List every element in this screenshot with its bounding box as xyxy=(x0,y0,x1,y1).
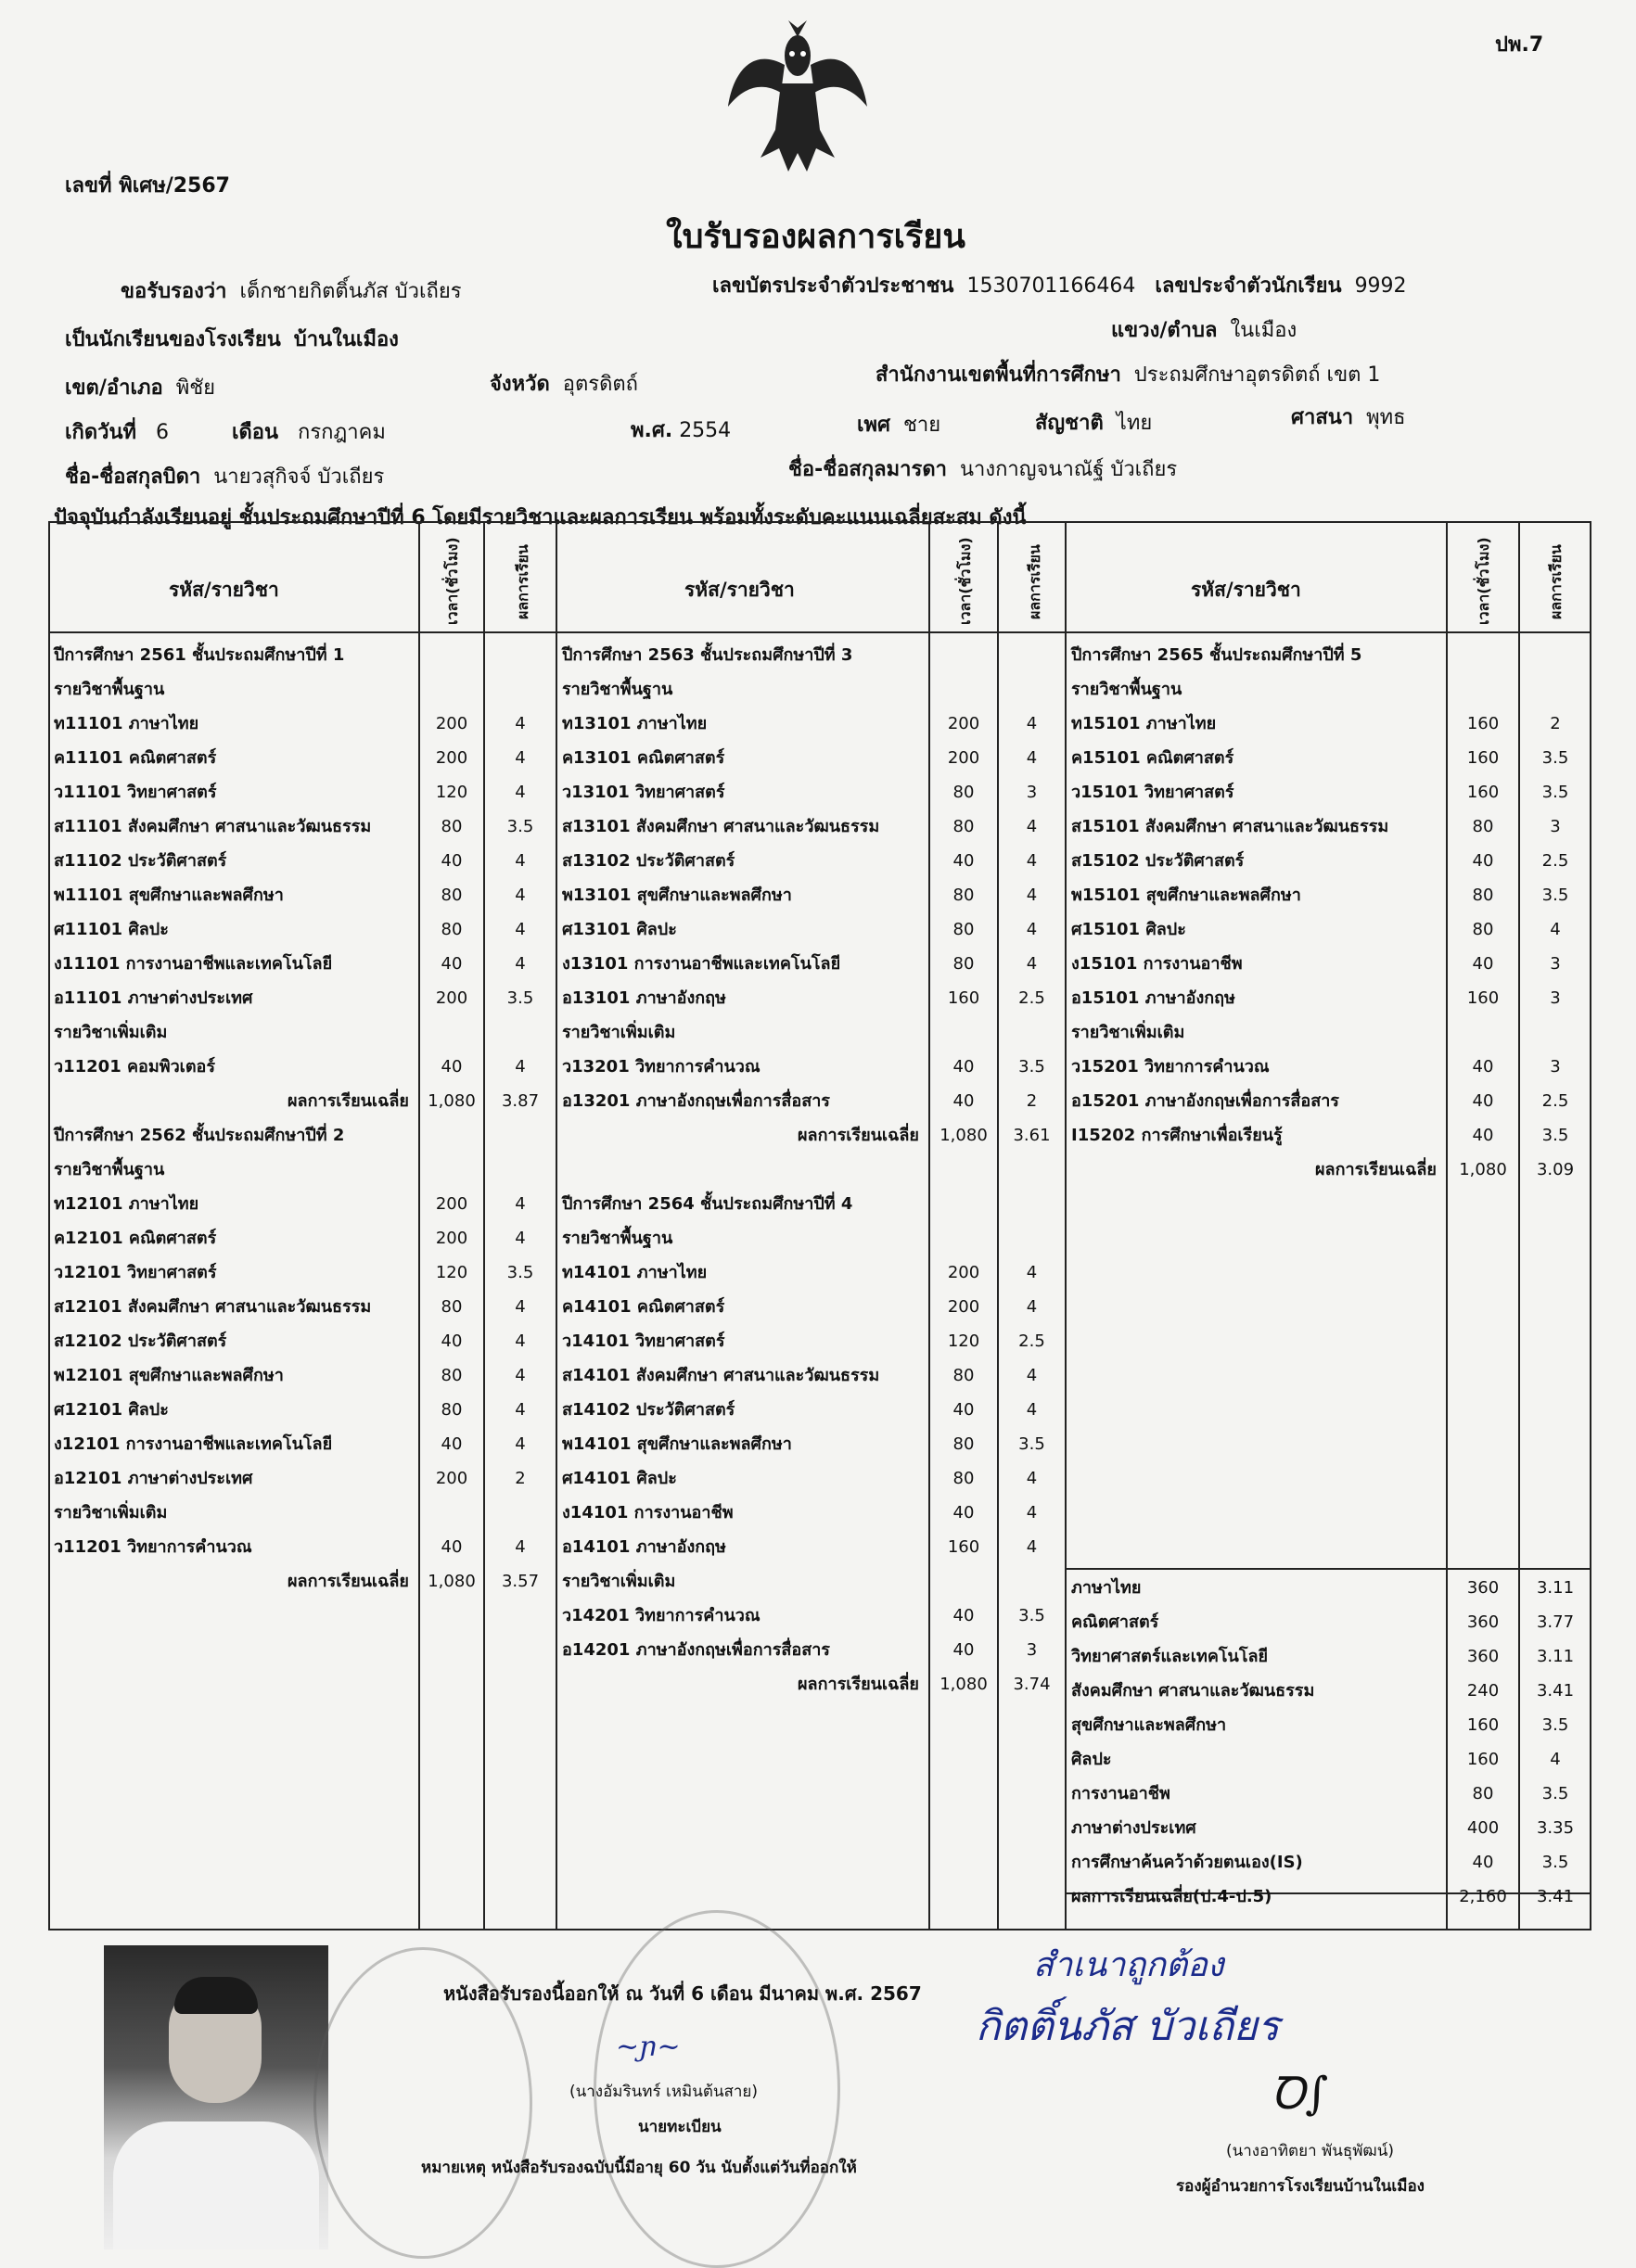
grade-cell: 4 xyxy=(1026,817,1038,836)
header-hours-1: เวลา(ชั่วโมง) xyxy=(443,537,461,625)
grade-cell: 2.5 xyxy=(1541,851,1569,871)
summary-subject: ผลการเรียนเฉลี่ย(ป.4-ป.5) xyxy=(1071,1887,1272,1906)
grade-cell: 3.5 xyxy=(506,988,534,1008)
subject-cell: ว12101 วิทยาศาสตร์ xyxy=(54,1263,217,1282)
summary-grade: 3.5 xyxy=(1541,1853,1569,1872)
grade-cell: 4 xyxy=(1026,748,1038,768)
registrar-name: (นางอัมรินทร์ เหมินต้นสาย) xyxy=(569,2083,759,2101)
grade-cell: 4 xyxy=(1026,1263,1038,1282)
hours-cell: 160 xyxy=(1466,714,1500,733)
subject-cell: ว15101 วิทยาศาสตร์ xyxy=(1071,783,1234,802)
year-heading: ปีการศึกษา 2565 ชั้นประถมศึกษาปีที่ 5 xyxy=(1071,645,1362,665)
hours-cell: 80 xyxy=(1472,886,1494,905)
hours-cell: 40 xyxy=(952,1400,975,1420)
header-grade-3: ผลการเรียน xyxy=(1547,544,1565,619)
subject-cell: อ13201 ภาษาอังกฤษเพื่อการสื่อสาร xyxy=(562,1091,830,1111)
grade-cell: 3.5 xyxy=(506,1263,534,1282)
subject-cell: อ12101 ภาษาต่างประเทศ xyxy=(54,1469,253,1488)
hours-cell: 80 xyxy=(441,1366,463,1385)
summary-hours: 160 xyxy=(1466,1715,1500,1735)
summary-grade: 3.41 xyxy=(1536,1681,1575,1701)
birth-year-label: พ.ศ. xyxy=(631,419,673,442)
average-label: ผลการเรียนเฉลี่ย xyxy=(1315,1160,1437,1179)
document-title: ใบรับรองผลการเรียน xyxy=(666,218,965,256)
section-heading: รายวิชาพื้นฐาน xyxy=(54,680,165,699)
grade-cell: 4 xyxy=(1026,851,1038,871)
hours-cell: 160 xyxy=(1466,783,1500,802)
deputy-name: (นางอาทิตยา พันธุพัฒน์) xyxy=(1226,2142,1395,2160)
subject-cell: พ15101 สุขศึกษาและพลศึกษา xyxy=(1071,886,1301,905)
hours-cell: 80 xyxy=(441,886,463,905)
subject-cell: ส15102 ประวัติศาสตร์ xyxy=(1071,851,1245,871)
grade-cell: 3 xyxy=(1550,988,1561,1008)
year-heading: ปีการศึกษา 2563 ชั้นประถมศึกษาปีที่ 3 xyxy=(562,645,853,665)
section-heading: รายวิชาพื้นฐาน xyxy=(54,1160,165,1179)
average-label: ผลการเรียนเฉลี่ย xyxy=(798,1675,919,1694)
summary-hours: 80 xyxy=(1472,1784,1494,1803)
hours-cell: 200 xyxy=(435,1194,468,1214)
section-heading: รายวิชาเพิ่มเติม xyxy=(1071,1023,1185,1042)
hours-cell: 160 xyxy=(947,1537,980,1557)
header-subject-1: รหัส/รายวิชา xyxy=(169,579,279,601)
hours-cell: 80 xyxy=(952,954,975,974)
subject-cell: ท15101 ภาษาไทย xyxy=(1071,714,1217,733)
subject-cell: ค15101 คณิตศาสตร์ xyxy=(1071,748,1234,768)
grade-cell: 4 xyxy=(515,1057,526,1077)
nationality: ไทย xyxy=(1116,412,1153,435)
subject-cell: ค12101 คณิตศาสตร์ xyxy=(54,1229,217,1248)
hours-cell: 200 xyxy=(947,1297,980,1317)
hours-cell: 1,080 xyxy=(1459,1160,1507,1179)
summary-hours: 40 xyxy=(1472,1853,1494,1872)
subject-cell: อ14201 ภาษาอังกฤษเพื่อการสื่อสาร xyxy=(562,1640,830,1660)
hours-cell: 200 xyxy=(947,1263,980,1282)
grade-cell: 3 xyxy=(1026,783,1038,802)
summary-subject: สุขศึกษาและพลศึกษา xyxy=(1071,1715,1227,1735)
subject-cell: ส13101 สังคมศึกษา ศาสนาและวัฒนธรรม xyxy=(562,817,880,836)
grade-cell: 4 xyxy=(1026,1503,1038,1523)
section-heading: รายวิชาพื้นฐาน xyxy=(562,680,673,699)
grade-cell: 3.5 xyxy=(1541,748,1569,768)
subject-cell: ส12101 สังคมศึกษา ศาสนาและวัฒนธรรม xyxy=(54,1297,372,1317)
subject-cell: ว11201 วิทยาการคำนวณ xyxy=(54,1537,252,1557)
hours-cell: 80 xyxy=(441,920,463,939)
footer-note: หมายเหตุ หนังสือรับรองฉบับนี้มีอายุ 60 วัน นับตั้งแต่วันที่ออกให้ xyxy=(421,2159,857,2177)
header-subject-2: รหัส/รายวิชา xyxy=(684,579,795,601)
subject-cell: อ15201 ภาษาอังกฤษเพื่อการสื่อสาร xyxy=(1071,1091,1339,1111)
student-photo xyxy=(104,1945,328,2249)
grade-cell: 3.5 xyxy=(1018,1434,1045,1454)
hours-cell: 40 xyxy=(441,1537,463,1557)
hours-cell: 40 xyxy=(441,954,463,974)
province-label: จังหวัด xyxy=(490,373,550,396)
religion-label: ศาสนา xyxy=(1291,406,1354,429)
summary-hours: 240 xyxy=(1466,1681,1500,1701)
hours-cell: 200 xyxy=(435,748,468,768)
school-label: เป็นนักเรียนของโรงเรียน xyxy=(65,328,281,351)
subject-cell: ค14101 คณิตศาสตร์ xyxy=(562,1297,725,1317)
header-grade-1: ผลการเรียน xyxy=(514,544,531,619)
handwritten-name: กิตติ์นภัส บัวเถียร xyxy=(976,2003,1280,2050)
summary-hours: 360 xyxy=(1466,1612,1500,1632)
id-number: 1530701166464 xyxy=(966,274,1136,298)
summary-grade: 3.5 xyxy=(1541,1715,1569,1735)
year-heading: ปีการศึกษา 2562 ชั้นประถมศึกษาปีที่ 2 xyxy=(54,1126,345,1145)
subject-cell: ส13102 ประวัติศาสตร์ xyxy=(562,851,735,871)
grade-cell: 3 xyxy=(1026,1640,1038,1660)
mother-label: ชื่อ-ชื่อสกุลมารดา xyxy=(788,458,947,481)
subdistrict: ในเมือง xyxy=(1230,319,1297,342)
summary-grade: 3.41 xyxy=(1536,1887,1575,1906)
hours-cell: 40 xyxy=(952,1091,975,1111)
grade-cell: 4 xyxy=(515,1331,526,1351)
hours-cell: 120 xyxy=(435,783,468,802)
grade-cell: 4 xyxy=(1026,954,1038,974)
section-heading: รายวิชาเพิ่มเติม xyxy=(562,1023,676,1042)
subject-cell: ท14101 ภาษาไทย xyxy=(562,1263,708,1282)
grade-cell: 3.5 xyxy=(1018,1606,1045,1625)
hours-cell: 200 xyxy=(435,1469,468,1488)
grade-cell: 4 xyxy=(515,1434,526,1454)
subject-cell: ศ13101 ศิลปะ xyxy=(562,920,677,939)
summary-hours: 360 xyxy=(1466,1578,1500,1598)
sex: ชาย xyxy=(903,414,941,437)
subject-cell: ส11102 ประวัติศาสตร์ xyxy=(54,851,227,871)
header-subject-3: รหัส/รายวิชา xyxy=(1191,579,1301,601)
subject-cell: ง15101 การงานอาชีพ xyxy=(1071,954,1243,974)
subject-cell: ท12101 ภาษาไทย xyxy=(54,1194,199,1214)
grade-cell: 2 xyxy=(1550,714,1561,733)
subject-cell: ง12101 การงานอาชีพและเทคโนโลยี xyxy=(54,1434,333,1454)
area-office: ประถมศึกษาอุตรดิตถ์ เขต 1 xyxy=(1133,363,1381,387)
grade-cell: 2.5 xyxy=(1018,988,1045,1008)
summary-subject: สังคมศึกษา ศาสนาและวัฒนธรรม xyxy=(1071,1681,1315,1701)
grade-cell: 4 xyxy=(1026,1366,1038,1385)
grade-cell: 4 xyxy=(1026,1537,1038,1557)
grade-cell: 3.5 xyxy=(1018,1057,1045,1077)
document-number: เลขที่ พิเศษ/2567 xyxy=(65,174,230,197)
subject-cell: ว13201 วิทยาการคำนวณ xyxy=(562,1057,760,1077)
student-no-label: เลขประจำตัวนักเรียน xyxy=(1155,274,1342,298)
hours-cell: 40 xyxy=(441,1057,463,1077)
hours-cell: 1,080 xyxy=(428,1572,476,1591)
district: พิชัย xyxy=(175,376,216,400)
grade-cell: 3.5 xyxy=(1541,783,1569,802)
hours-cell: 80 xyxy=(441,1297,463,1317)
hours-cell: 200 xyxy=(435,1229,468,1248)
hours-cell: 1,080 xyxy=(939,1675,988,1694)
subject-cell: ส11101 สังคมศึกษา ศาสนาและวัฒนธรรม xyxy=(54,817,372,836)
father-label: ชื่อ-ชื่อสกุลบิดา xyxy=(65,465,201,489)
certify-label: ขอรับรองว่า xyxy=(121,280,227,303)
subject-cell: ว13101 วิทยาศาสตร์ xyxy=(562,783,725,802)
hours-cell: 80 xyxy=(441,817,463,836)
grade-cell: 2 xyxy=(515,1469,526,1488)
summary-grade: 3.5 xyxy=(1541,1784,1569,1803)
birth-year: 2554 xyxy=(679,419,732,442)
subject-cell: ศ11101 ศิลปะ xyxy=(54,920,169,939)
grade-cell: 3.57 xyxy=(501,1572,540,1591)
grade-cell: 4 xyxy=(1026,1297,1038,1317)
current-status: ปัจจุบันกำลังเรียนอยู่ ชั้นประถมศึกษาปีที่ 6 โดยมีรายวิชาและผลการเรียน พร้อมทั้งระดับคะแนนเฉลี่ยสะสม ดังนี้ xyxy=(54,506,1027,529)
subject-cell: ค13101 คณิตศาสตร์ xyxy=(562,748,725,768)
subject-cell: พ11101 สุขศึกษาและพลศึกษา xyxy=(54,886,284,905)
grade-cell: 3 xyxy=(1550,817,1561,836)
subject-cell: ส14101 สังคมศึกษา ศาสนาและวัฒนธรรม xyxy=(562,1366,880,1385)
summary-grade: 3.11 xyxy=(1536,1578,1575,1598)
grade-cell: 4 xyxy=(515,1537,526,1557)
summary-hours: 400 xyxy=(1466,1818,1500,1838)
hours-cell: 80 xyxy=(1472,817,1494,836)
birth-month-label: เดือน xyxy=(232,421,279,444)
subject-cell: ว11101 วิทยาศาสตร์ xyxy=(54,783,217,802)
nationality-label: สัญชาติ xyxy=(1035,412,1104,435)
year-heading: ปีการศึกษา 2561 ชั้นประถมศึกษาปีที่ 1 xyxy=(54,645,345,665)
subject-cell: พ13101 สุขศึกษาและพลศึกษา xyxy=(562,886,792,905)
hours-cell: 80 xyxy=(952,920,975,939)
id-label: เลขบัตรประจำตัวประชาชน xyxy=(712,274,954,298)
summary-grade: 3.11 xyxy=(1536,1647,1575,1666)
summary-subject: คณิตศาสตร์ xyxy=(1071,1612,1159,1632)
summary-grade: 3.35 xyxy=(1536,1818,1575,1838)
subject-cell: ท13101 ภาษาไทย xyxy=(562,714,708,733)
birth-month: กรกฎาคม xyxy=(298,421,386,444)
hours-cell: 40 xyxy=(1472,1057,1494,1077)
hours-cell: 1,080 xyxy=(428,1091,476,1111)
subject-cell: ง14101 การงานอาชีพ xyxy=(562,1503,734,1523)
year-heading: ปีการศึกษา 2564 ชั้นประถมศึกษาปีที่ 4 xyxy=(562,1194,853,1214)
summary-subject: ศิลปะ xyxy=(1071,1750,1112,1769)
grade-cell: 4 xyxy=(515,1400,526,1420)
hours-cell: 200 xyxy=(435,714,468,733)
subject-cell: ง11101 การงานอาชีพและเทคโนโลยี xyxy=(54,954,333,974)
summary-subject: ภาษาไทย xyxy=(1071,1578,1142,1598)
sex-label: เพศ xyxy=(857,414,890,437)
deputy-title: รองผู้อำนวยการโรงเรียนบ้านในเมือง xyxy=(1176,2177,1425,2196)
birth-day-label: เกิดวันที่ xyxy=(65,421,137,444)
summary-subject: การงานอาชีพ xyxy=(1071,1784,1170,1803)
hours-cell: 1,080 xyxy=(939,1126,988,1145)
average-label: ผลการเรียนเฉลี่ย xyxy=(798,1126,919,1145)
registrar-title: นายทะเบียน xyxy=(638,2118,722,2136)
subdistrict-label: แขวง/ตำบล xyxy=(1111,319,1218,342)
subject-cell: ศ14101 ศิลปะ xyxy=(562,1469,677,1488)
father-name: นายวสุกิจจ์ บัวเถียร xyxy=(213,465,385,489)
section-heading: รายวิชาเพิ่มเติม xyxy=(54,1503,168,1523)
grade-cell: 4 xyxy=(515,886,526,905)
summary-hours: 160 xyxy=(1466,1750,1500,1769)
header-grade-2: ผลการเรียน xyxy=(1026,544,1043,619)
subject-cell: ส12102 ประวัติศาสตร์ xyxy=(54,1331,227,1351)
grade-cell: 4 xyxy=(1026,714,1038,733)
subject-cell: ศ12101 ศิลปะ xyxy=(54,1400,169,1420)
subject-cell: ว11201 คอมพิวเตอร์ xyxy=(54,1057,216,1077)
subject-cell: ว14201 วิทยาการคำนวณ xyxy=(562,1606,760,1625)
hours-cell: 40 xyxy=(952,1503,975,1523)
grade-cell: 4 xyxy=(515,748,526,768)
grade-cell: 4 xyxy=(515,851,526,871)
hours-cell: 40 xyxy=(441,1434,463,1454)
hours-cell: 120 xyxy=(947,1331,980,1351)
hours-cell: 80 xyxy=(952,1469,975,1488)
grade-cell: 4 xyxy=(515,1194,526,1214)
hours-cell: 40 xyxy=(1472,851,1494,871)
grade-cell: 4 xyxy=(1026,920,1038,939)
hours-cell: 200 xyxy=(947,714,980,733)
grade-cell: 3.74 xyxy=(1013,1675,1051,1694)
subject-cell: ส15101 สังคมศึกษา ศาสนาและวัฒนธรรม xyxy=(1071,817,1389,836)
subject-cell: อ13101 ภาษาอังกฤษ xyxy=(562,988,726,1008)
hours-cell: 40 xyxy=(1472,954,1494,974)
section-heading: รายวิชาพื้นฐาน xyxy=(1071,680,1182,699)
handwritten-certify: สำเนาถูกต้อง xyxy=(1033,1946,1224,1984)
hours-cell: 40 xyxy=(441,851,463,871)
grade-cell: 4 xyxy=(515,1366,526,1385)
subject-cell: ส14102 ประวัติศาสตร์ xyxy=(562,1400,735,1420)
grade-cell: 4 xyxy=(1550,920,1561,939)
summary-hours: 2,160 xyxy=(1459,1887,1507,1906)
subject-cell: ท11101 ภาษาไทย xyxy=(54,714,199,733)
subject-cell: ว14101 วิทยาศาสตร์ xyxy=(562,1331,725,1351)
subject-cell: อ14101 ภาษาอังกฤษ xyxy=(562,1537,726,1557)
summary-grade: 4 xyxy=(1550,1750,1561,1769)
birth-day: 6 xyxy=(156,421,170,444)
grade-cell: 3.87 xyxy=(501,1091,540,1111)
summary-grade: 3.77 xyxy=(1536,1612,1575,1632)
table-grid xyxy=(48,521,1591,1930)
grade-cell: 3.61 xyxy=(1013,1126,1051,1145)
summary-subject: การศึกษาค้นคว้าด้วยตนเอง(IS) xyxy=(1071,1853,1303,1872)
subject-cell: อ11101 ภาษาต่างประเทศ xyxy=(54,988,253,1008)
hours-cell: 40 xyxy=(1472,1126,1494,1145)
area-office-label: สำนักงานเขตพื้นที่การศึกษา xyxy=(876,363,1121,387)
subject-cell: ว15201 วิทยาการคำนวณ xyxy=(1071,1057,1270,1077)
subject-cell: ค11101 คณิตศาสตร์ xyxy=(54,748,217,768)
grade-cell: 3 xyxy=(1550,954,1561,974)
hours-cell: 40 xyxy=(952,1057,975,1077)
summary-subject: วิทยาศาสตร์และเทคโนโลยี xyxy=(1071,1647,1269,1666)
hours-cell: 80 xyxy=(952,1434,975,1454)
grade-cell: 2.5 xyxy=(1018,1331,1045,1351)
grade-cell: 3.5 xyxy=(506,817,534,836)
grade-cell: 4 xyxy=(515,783,526,802)
section-heading: รายวิชาเพิ่มเติม xyxy=(54,1023,168,1042)
grade-cell: 4 xyxy=(1026,1400,1038,1420)
hours-cell: 120 xyxy=(435,1263,468,1282)
religion: พุทธ xyxy=(1366,406,1406,429)
deputy-signature-icon: Ꝺ∫ xyxy=(1271,2068,1329,2120)
subject-cell: ศ15101 ศิลปะ xyxy=(1071,920,1186,939)
hours-cell: 40 xyxy=(1472,1091,1494,1111)
form-code: ปพ.7 xyxy=(1495,33,1544,57)
grade-cell: 4 xyxy=(1026,886,1038,905)
hours-cell: 200 xyxy=(435,988,468,1008)
grade-cell: 4 xyxy=(515,714,526,733)
mother-name: นางกาญจนาณัฐ์ บัวเถียร xyxy=(959,458,1178,481)
subject-cell: พ12101 สุขศึกษาและพลศึกษา xyxy=(54,1366,284,1385)
school-name: บ้านในเมือง xyxy=(293,328,399,351)
grade-cell: 2.5 xyxy=(1541,1091,1569,1111)
subject-cell: พ14101 สุขศึกษาและพลศึกษา xyxy=(562,1434,792,1454)
section-heading: รายวิชาพื้นฐาน xyxy=(562,1229,673,1248)
grade-cell: 4 xyxy=(515,1297,526,1317)
hours-cell: 80 xyxy=(952,783,975,802)
district-label: เขต/อำเภอ xyxy=(65,376,163,400)
hours-cell: 80 xyxy=(952,1366,975,1385)
average-label: ผลการเรียนเฉลี่ย xyxy=(288,1091,409,1111)
average-label: ผลการเรียนเฉลี่ย xyxy=(288,1572,409,1591)
hours-cell: 160 xyxy=(1466,988,1500,1008)
hours-cell: 80 xyxy=(952,886,975,905)
summary-subject: ภาษาต่างประเทศ xyxy=(1071,1818,1196,1838)
garuda-emblem-icon xyxy=(723,19,872,176)
summary-hours: 360 xyxy=(1466,1647,1500,1666)
grade-cell: 4 xyxy=(515,920,526,939)
hours-cell: 40 xyxy=(441,1331,463,1351)
hours-cell: 40 xyxy=(952,851,975,871)
grade-cell: 3 xyxy=(1550,1057,1561,1077)
grade-cell: 4 xyxy=(515,1229,526,1248)
grade-cell: 2 xyxy=(1026,1091,1038,1111)
hours-cell: 160 xyxy=(947,988,980,1008)
registrar-signature-icon: ~ɲ~ xyxy=(616,2031,681,2063)
section-heading: รายวิชาเพิ่มเติม xyxy=(562,1572,676,1591)
student-name: เด็กชายกิตติ์นภัส บัวเถียร xyxy=(239,280,462,303)
header-hours-2: เวลา(ชั่วโมง) xyxy=(956,537,974,625)
hours-cell: 80 xyxy=(1472,920,1494,939)
grade-cell: 4 xyxy=(1026,1469,1038,1488)
grade-cell: 3.5 xyxy=(1541,1126,1569,1145)
hours-cell: 40 xyxy=(952,1606,975,1625)
subject-cell: ง13101 การงานอาชีพและเทคโนโลยี xyxy=(562,954,841,974)
hours-cell: 200 xyxy=(947,748,980,768)
student-no: 9992 xyxy=(1354,274,1407,298)
province: อุตรดิตถ์ xyxy=(562,373,638,396)
grade-cell: 4 xyxy=(515,954,526,974)
grade-cell: 3.5 xyxy=(1541,886,1569,905)
grade-cell: 3.09 xyxy=(1536,1160,1575,1179)
hours-cell: 80 xyxy=(952,817,975,836)
subject-cell: อ15101 ภาษาอังกฤษ xyxy=(1071,988,1235,1008)
header-hours-3: เวลา(ชั่วโมง) xyxy=(1475,537,1492,625)
issue-statement: หนังสือรับรองนี้ออกให้ ณ วันที่ 6 เดือน มีนาคม พ.ศ. 2567 xyxy=(443,1982,922,2005)
subject-cell: I15202 การศึกษาเพื่อเรียนรู้ xyxy=(1071,1126,1283,1145)
hours-cell: 80 xyxy=(441,1400,463,1420)
grade-table xyxy=(48,521,1591,1930)
hours-cell: 160 xyxy=(1466,748,1500,768)
hours-cell: 40 xyxy=(952,1640,975,1660)
